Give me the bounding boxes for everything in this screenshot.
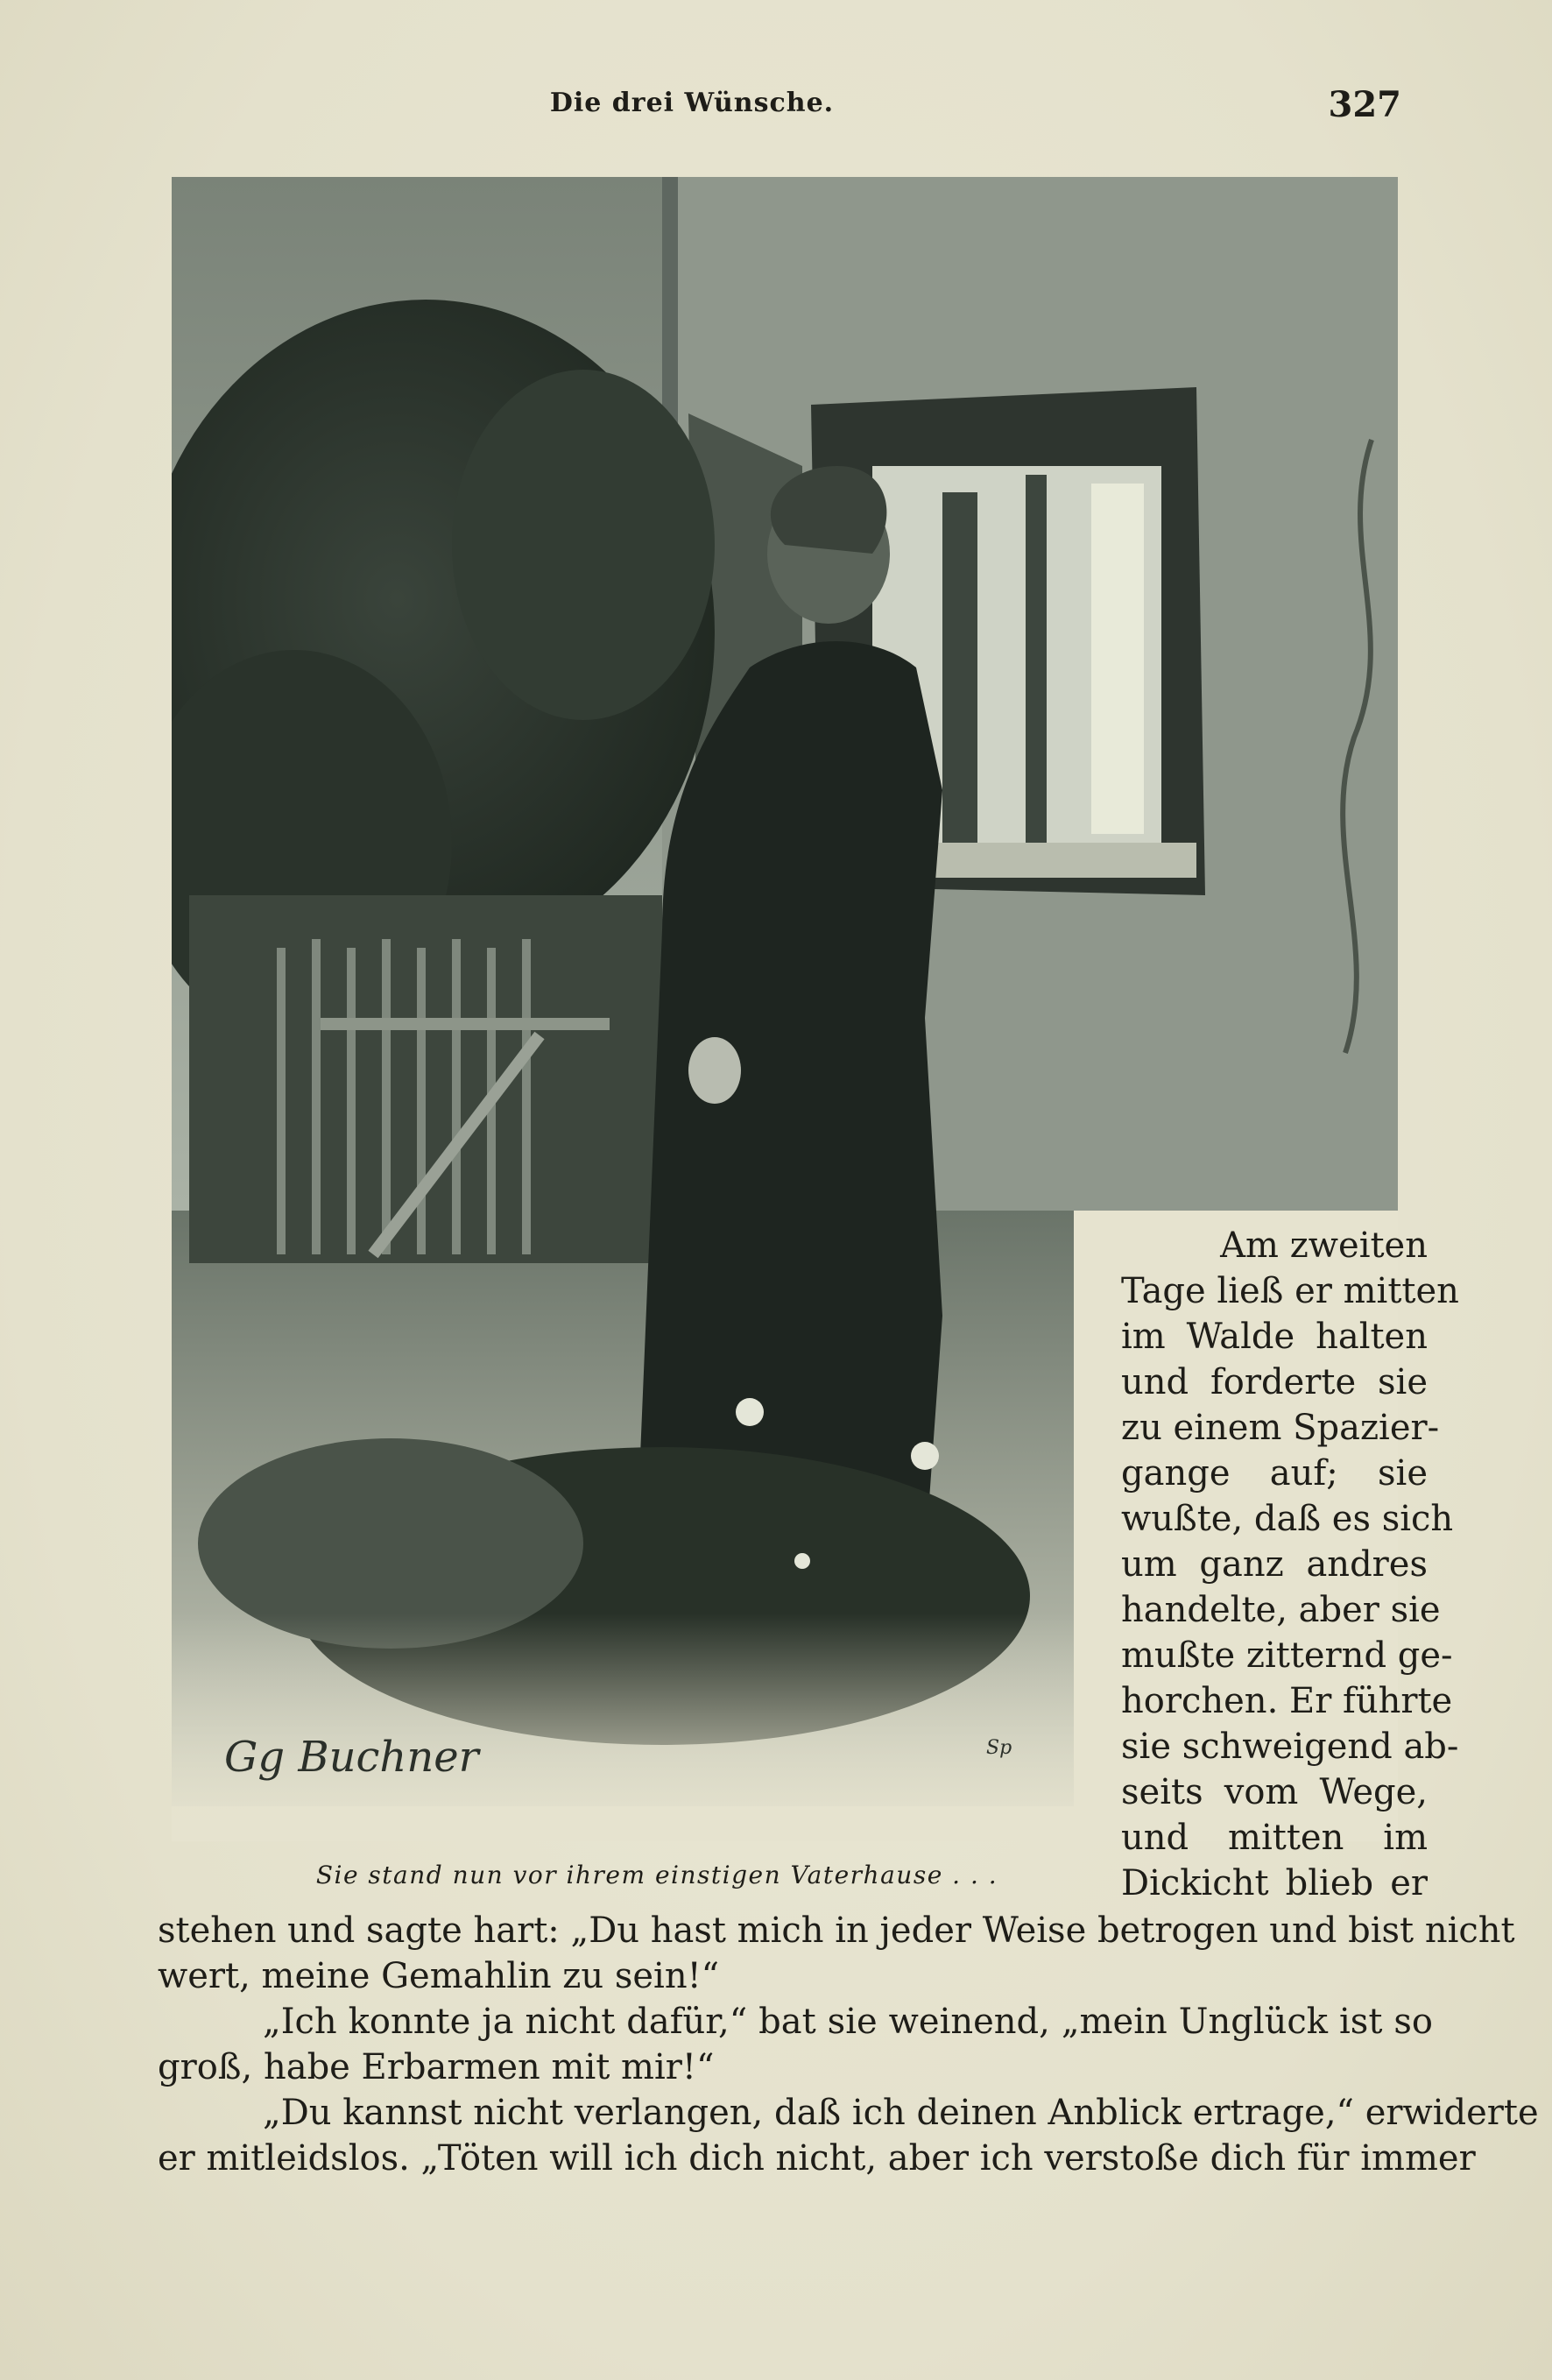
text-line: seits vom Wege,	[1121, 1772, 1428, 1812]
text-line: er mitleidslos. „Töten will ich dich nicht, aber ich verstoße dich für immer	[158, 2138, 1476, 2179]
text-line: Dickicht blieb er	[1121, 1863, 1428, 1903]
text-line: groß, habe Erbarmen mit mir!“	[158, 2047, 715, 2087]
text-line: gange auf; sie	[1121, 1453, 1428, 1494]
text-line: horchen. Er führte	[1121, 1681, 1453, 1721]
text-line: wußte, daß es sich	[1121, 1499, 1454, 1539]
text-line: um ganz andres	[1121, 1544, 1428, 1585]
text-line: und forderte sie	[1121, 1362, 1428, 1402]
text-line: sie schweigend ab-	[1121, 1727, 1459, 1767]
text-line: stehen und sagte hart: „Du hast mich in jeder Weise betrogen und bist nicht	[158, 1910, 1515, 1951]
text-line: zu einem Spazier-	[1121, 1408, 1440, 1448]
text-line: handelte, aber sie	[1121, 1590, 1441, 1630]
page-number: 327	[1328, 84, 1401, 125]
text-line: im Walde halten	[1121, 1317, 1428, 1357]
side-column-text	[1121, 1223, 1459, 1906]
body-text	[158, 1908, 1539, 2181]
engraver-monogram: Sp	[986, 1737, 1012, 1759]
text-line: wert, meine Gemahlin zu sein!“	[158, 1956, 720, 1996]
illustration-caption: Sie stand nun vor ihrem einstigen Vaterhause . . .	[315, 1861, 998, 1889]
text-line: „Ich konnte ja nicht dafür,“ bat sie weinend, „mein Unglück ist so	[263, 2002, 1433, 2042]
text-line: Am zweiten	[1220, 1225, 1428, 1266]
artist-signature: Gg Buchner	[224, 1733, 479, 1782]
running-title: Die drei Wünsche.	[549, 88, 835, 118]
text-line: Tage ließ er mitten	[1121, 1271, 1459, 1311]
text-line: und mitten im	[1121, 1818, 1428, 1858]
text-line: „Du kannst nicht verlangen, daß ich deinen Anblick ertrage,“ erwiderte	[263, 2093, 1539, 2133]
text-line: mußte zitternd ge-	[1121, 1635, 1453, 1676]
